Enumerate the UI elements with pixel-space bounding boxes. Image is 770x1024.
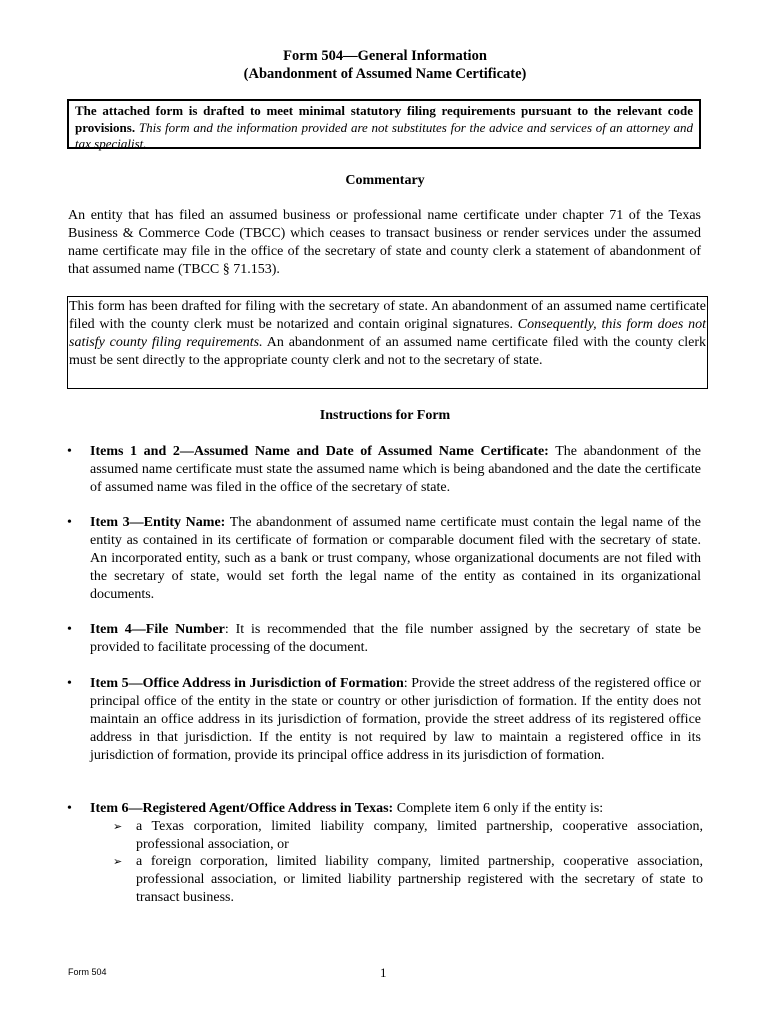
- page-subtitle: (Abandonment of Assumed Name Certificate): [243, 66, 527, 82]
- filing-note-text-after: An abandonment of an assumed name certificate filed with the county clerk must be sent directly to the appropriate county clerk and not to the secretary of state.: [69, 335, 706, 368]
- item-body: The abandonment of assumed name certificate must contain the legal name of the entity as contained in its certificate of formation or comparable document filed with the secretary of state. An incorporated entity, such as a bank or trust company, whose organizational documents are not filed with the secretary of state, would set forth the legal name of the entity as contained in its organizational documents.: [90, 515, 701, 602]
- notice-box: [67, 99, 701, 149]
- bullet-icon: •: [67, 622, 72, 637]
- item-title: Item 5—Office Address in Jurisdiction of Formation: [90, 676, 404, 691]
- sub-item-text: a foreign corporation, limited liability company, limited partnership, cooperative association, professional association, or limited liability partnership registered with the secretary of state to transact business.: [136, 854, 703, 905]
- bullet-icon: •: [67, 444, 72, 459]
- item-title: Item 3—Entity Name:: [90, 515, 226, 530]
- page-number: 1: [380, 965, 387, 980]
- item-body: : Provide the street address of the registered office or principal office of the entity in the state or country or other jurisdiction of formation. If the entity does not maintain an office address in its jurisdiction of formation, provide the street address of its registered office address in that jurisdiction. If the entity is not required by law to maintain a registered office in its jurisdiction of formation, provide its principal office address in its jurisdiction of formation.: [90, 676, 702, 763]
- item-title: Items 1 and 2—Assumed Name and Date of Assumed Name Certificate:: [90, 444, 549, 459]
- item-title: Item 6—Registered Agent/Office Address in Texas:: [90, 801, 394, 816]
- filing-note-box: [67, 296, 708, 389]
- filing-note-italic: Consequently, this form does not satisfy county filing requirements.: [69, 317, 706, 350]
- item-body: Complete item 6 only if the entity is:: [393, 801, 604, 816]
- notice-italic-text: This form and the information provided are not substitutes for the advice and services of an attorney and tax specialist.: [75, 119, 694, 151]
- arrow-bullet-icon: ➢: [113, 821, 123, 833]
- sub-item-text: a Texas corporation, limited liability company, limited partnership, cooperative association, professional association, or: [136, 819, 703, 852]
- footer-form-label: Form 504: [68, 967, 107, 977]
- bullet-icon: •: [67, 801, 72, 816]
- item-body: : It is recommended that the file number assigned by the secretary of state be provided to facilitate processing of the document.: [90, 622, 701, 655]
- page-title: Form 504—General Information: [283, 48, 487, 64]
- notice-bold-text: The attached form is drafted to meet minimal statutory filing requirements pursuant to the relevant code provisions.: [75, 103, 693, 135]
- commentary-heading: Commentary: [345, 173, 425, 188]
- bullet-icon: •: [67, 515, 72, 530]
- bullet-icon: •: [67, 676, 72, 691]
- item-title: Item 4—File Number: [90, 622, 225, 637]
- instructions-heading: Instructions for Form: [319, 408, 451, 423]
- arrow-bullet-icon: ➢: [113, 856, 123, 868]
- item-body: The abandonment of the assumed name certificate must state the assumed name which is being abandoned and the date the certificate of assumed name was filed in the office of the secretary of state.: [90, 444, 702, 495]
- commentary-paragraph: An entity that has filed an assumed business or professional name certificate under chapter 71 of the Texas Business & Commerce Code (TBCC) which ceases to transact business or render services under the assumed name certificate may file in the office of the secretary of state and county clerk a statement of abandonment of that assumed name (TBCC § 71.153).: [68, 208, 701, 277]
- filing-note-text: This form has been drafted for filing with the secretary of state. An abandonment of an assumed name certificate filed with the county clerk must be notarized and contain original signatures.: [69, 299, 706, 332]
